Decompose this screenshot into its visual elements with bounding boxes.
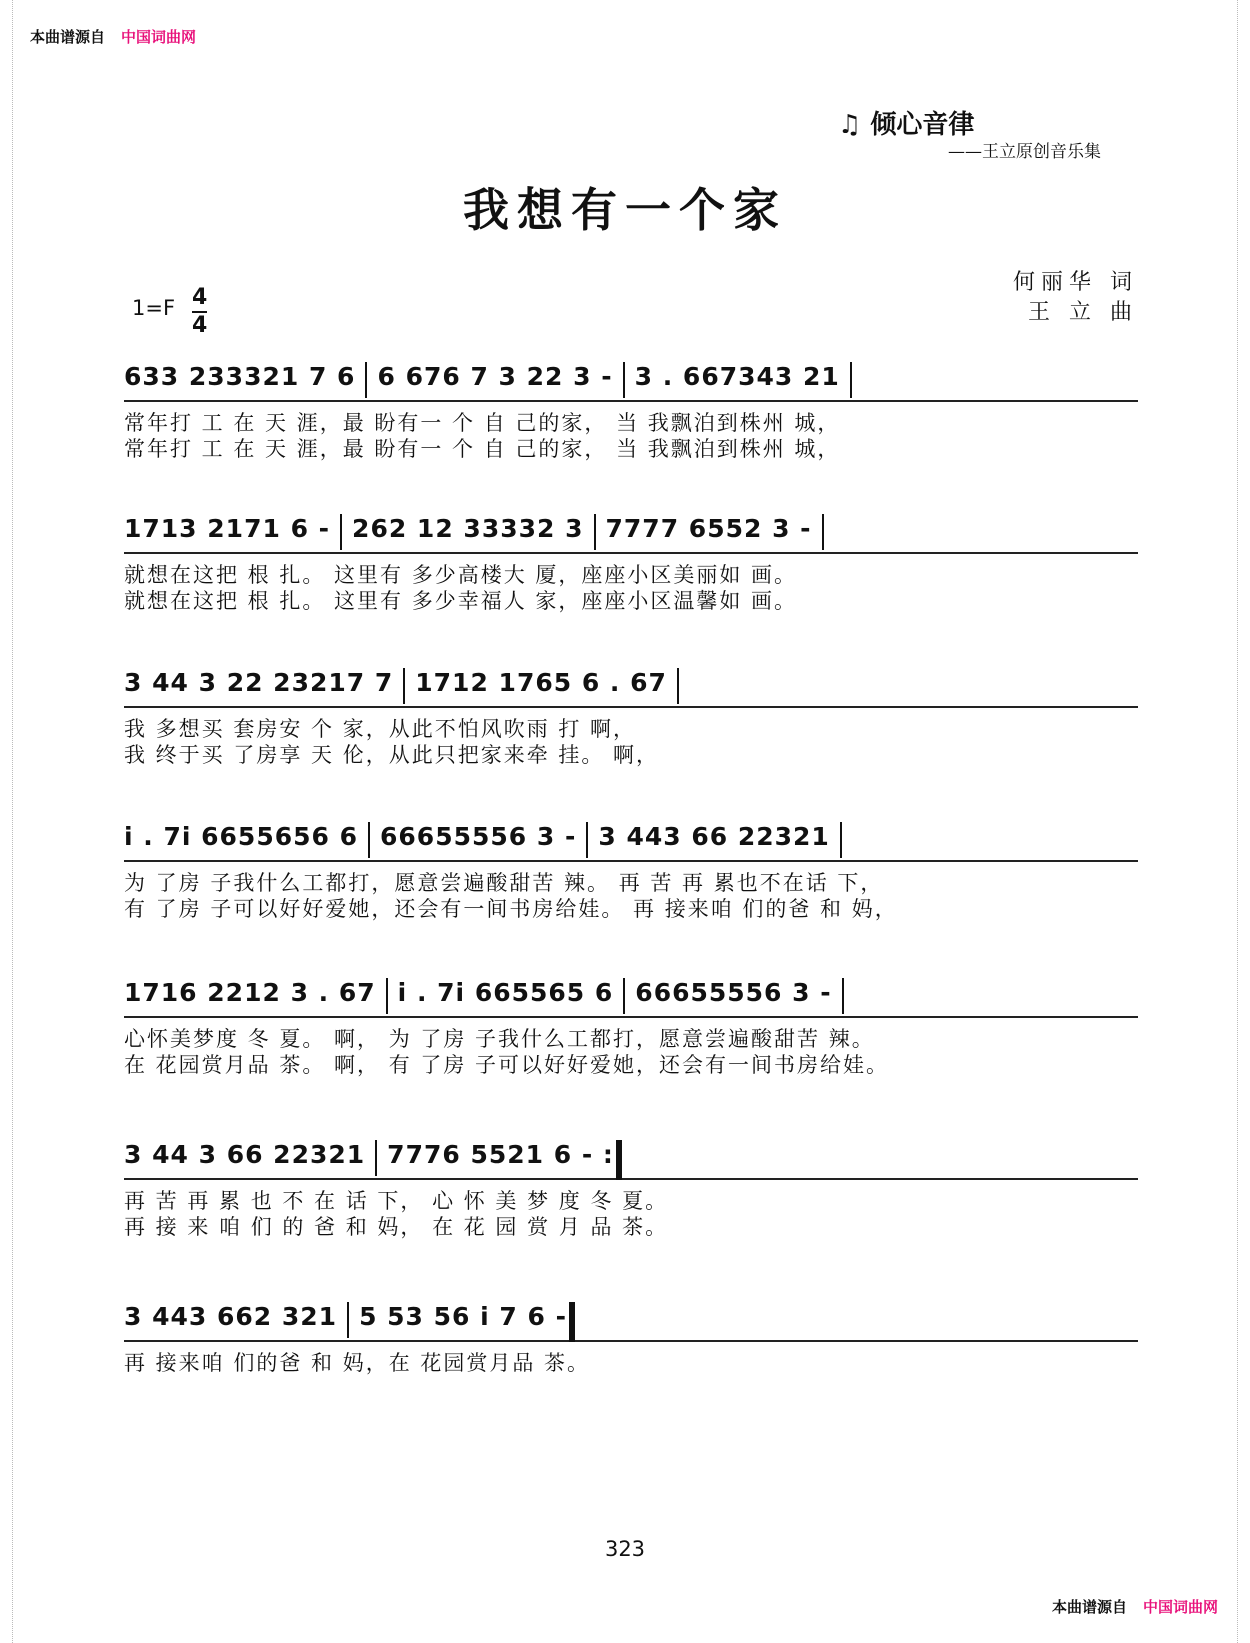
lyric-line-verse1: 常年打 工 在 天 涯，最 盼有一 个 自 己的家， 当 我飘泊到株州 城， [124, 411, 841, 435]
credits [1013, 268, 1138, 328]
time-signature-top: 4 [192, 285, 208, 310]
barline [368, 822, 370, 858]
lyric-line-verse1: 再 苦 再 累 也 不 在 话 下， 心 怀 美 梦 度 冬 夏。 [124, 1189, 669, 1213]
left-margin-strip [0, 0, 13, 1643]
measure: 7776 5521 6 - : [387, 1140, 614, 1169]
source-label: 本曲谱源自 [30, 28, 106, 46]
measure: 3 . 667343 21 [634, 362, 840, 391]
score-system-7 [124, 1302, 1138, 1376]
barline [850, 362, 852, 398]
score-system-1 [124, 362, 1138, 462]
series-title [838, 104, 1101, 141]
barline [840, 822, 842, 858]
barline [623, 978, 625, 1014]
series-title-text: 倾心音律 [870, 110, 975, 140]
song-title: 我想有一个家 [463, 183, 787, 237]
barline [586, 822, 588, 858]
source-site-link[interactable]: 中国词曲网 [121, 28, 197, 46]
barline [340, 514, 342, 550]
right-margin-strip [1237, 0, 1250, 1643]
measure: 1712 1765 6 . 67 [415, 668, 667, 697]
composer: 王 立 曲 [1028, 300, 1138, 325]
time-signature [192, 285, 207, 339]
final-barline [569, 1302, 575, 1342]
notation-line [124, 1302, 1138, 1342]
time-signature-bottom: 4 [192, 313, 208, 338]
lyric-line-verse2: 在 花园赏月品 茶。 啊， 有 了房 子可以好好爱她，还会有一间书房给娃。 [124, 1053, 890, 1077]
measure: i . 7i 665565 6 [397, 978, 614, 1007]
measure: 66655556 3 - [380, 822, 577, 851]
barline [403, 668, 405, 704]
barline [594, 514, 596, 550]
measure: 66655556 3 - [635, 978, 832, 1007]
key-signature: 1=F [132, 296, 176, 320]
lyricist: 何丽华 词 [1013, 270, 1138, 295]
measure: 3 44 3 66 22321 [124, 1140, 366, 1169]
score-system-3 [124, 668, 1138, 768]
lyric-line-verse2: 有 了房 子可以好好爱她，还会有一间书房给娃。 再 接来咱 们的爸 和 妈， [124, 897, 898, 921]
barline [347, 1302, 349, 1338]
measure: 6 676 7 3 22 3 - [377, 362, 613, 391]
music-note-icon: ♫ [838, 110, 862, 140]
source-label: 本曲谱源自 [1051, 1598, 1127, 1616]
measure: 1716 2212 3 . 67 [124, 978, 376, 1007]
score-system-5 [124, 978, 1138, 1078]
barline [822, 514, 824, 550]
measure: 7777 6552 3 - [605, 514, 812, 543]
source-site-link[interactable]: 中国词曲网 [1142, 1598, 1218, 1616]
lyric-line-verse2: 再 接 来 咱 们 的 爸 和 妈， 在 花 园 赏 月 品 茶。 [124, 1215, 669, 1239]
lyric-line-verse2: 就想在这把 根 扎。 这里有 多少幸福人 家，座座小区温馨如 画。 [124, 589, 798, 613]
measure: 5 53 56 i 7 6 - [359, 1302, 567, 1331]
barline [375, 1140, 377, 1176]
notation-line [124, 514, 1138, 554]
notation-line [124, 668, 1138, 708]
notation-line [124, 362, 1138, 402]
notation-line [124, 1140, 1138, 1180]
measure: 3 44 3 22 23217 7 [124, 668, 394, 697]
barline [386, 978, 388, 1014]
lyric-line-verse1: 心怀美梦度 冬 夏。 啊， 为 了房 子我什么工都打，愿意尝遍酸甜苦 辣。 [124, 1027, 875, 1051]
barline [677, 668, 679, 704]
measure: 3 443 66 22321 [598, 822, 830, 851]
barline [623, 362, 625, 398]
lyric-line: 再 接来咱 们的爸 和 妈，在 花园赏月品 茶。 [124, 1351, 591, 1375]
page-number: 323 [604, 1537, 646, 1561]
lyric-line-verse1: 我 多想买 套房安 个 家，从此不怕风吹雨 打 啊， [124, 717, 637, 741]
series-header [838, 104, 1101, 162]
score-system-6 [124, 1140, 1138, 1240]
score-system-2 [124, 514, 1138, 614]
measure: 633 233321 7 6 [124, 362, 356, 391]
repeat-end-barline [616, 1140, 622, 1180]
measure: i . 7i 6655656 6 [124, 822, 359, 851]
lyric-line-verse1: 就想在这把 根 扎。 这里有 多少高楼大 厦，座座小区美丽如 画。 [124, 563, 798, 587]
lyric-line-verse2: 常年打 工 在 天 涯，最 盼有一 个 自 己的家， 当 我飘泊到株州 城， [124, 437, 841, 461]
source-credit-bottom [1052, 1596, 1218, 1617]
source-credit-top [30, 26, 196, 47]
measure: 1713 2171 6 - [124, 514, 331, 543]
barline [842, 978, 844, 1014]
barline [365, 362, 367, 398]
measure: 262 12 33332 3 [352, 514, 584, 543]
notation-line [124, 822, 1138, 862]
score-system-4 [124, 822, 1138, 922]
lyric-line-verse1: 为 了房 子我什么工都打，愿意尝遍酸甜苦 辣。 再 苦 再 累也不在话 下， [124, 871, 884, 895]
series-subtitle: ——王立原创音乐集 [948, 142, 1101, 162]
notation-line [124, 978, 1138, 1018]
lyric-line-verse2: 我 终于买 了房享 天 伦，从此只把家来牵 挂。 啊， [124, 743, 660, 767]
measure: 3 443 662 321 [124, 1302, 338, 1331]
